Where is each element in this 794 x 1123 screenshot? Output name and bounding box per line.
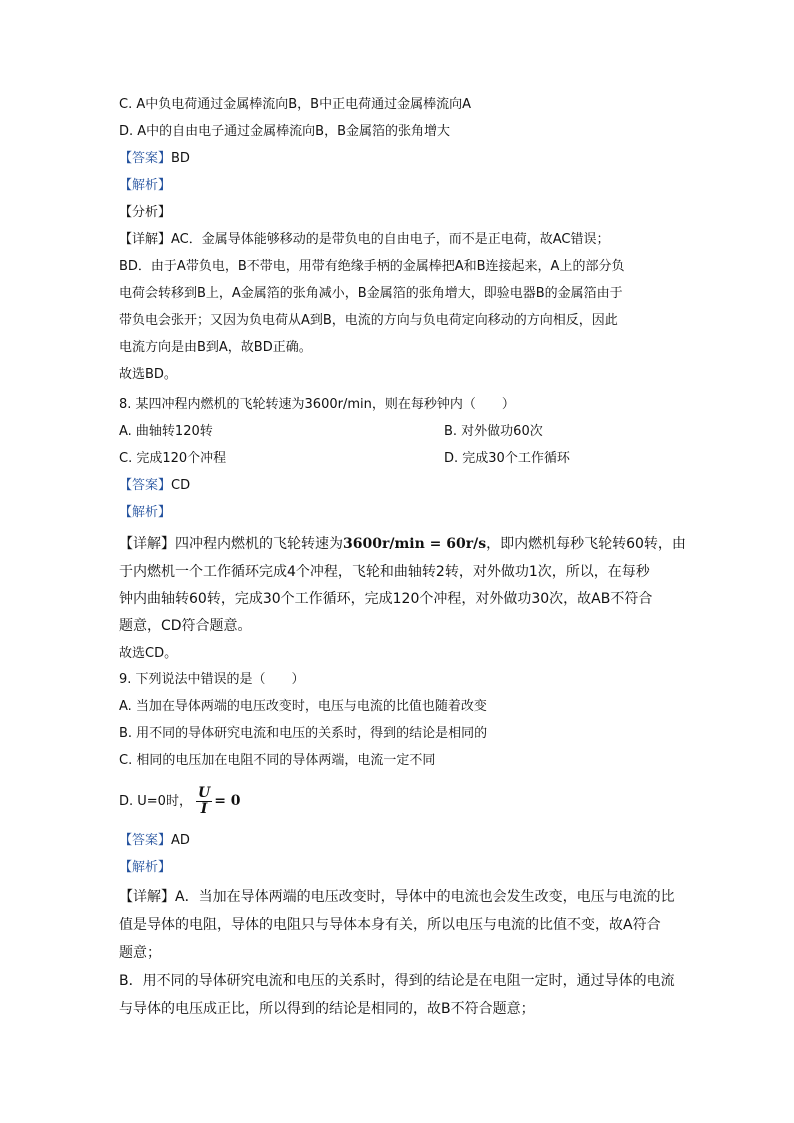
answer-text: BD bbox=[171, 151, 190, 166]
detail-body-line: 带负电会张开；又因为负电荷从A到B，电流的方向与负电荷定向移动的方向相反，因此 bbox=[119, 313, 618, 328]
detail-text: ，即内燃机每秒飞轮转60转，由 bbox=[486, 536, 686, 552]
analysis-tag: 【解析】 bbox=[119, 860, 172, 875]
analysis-tag-9 bbox=[119, 859, 171, 877]
detail-body-line: 于内燃机一个工作循环完成4个冲程，飞轮和曲轴转2转，对外做功1次，所以，在每秒 bbox=[119, 564, 650, 580]
analysis-tag: 【解析】 bbox=[119, 505, 172, 520]
option-a: A. 曲轴转120转 bbox=[119, 424, 213, 439]
option-b: B. 对外做功60次 bbox=[444, 424, 543, 439]
detail-body-line: 与导体的电压成正比，所以得到的结论是相同的，故B不符合题意； bbox=[119, 1001, 535, 1017]
detail-text: A．当加在导体两端的电压改变时，导体中的电流也会发生改变，电压与电流的比 bbox=[175, 889, 675, 905]
detail-body-line: 值是导体的电阻，导体的电阻只与导体本身有关，所以电压与电流的比值不变，故A符合 bbox=[119, 917, 661, 933]
detail-line-7 bbox=[119, 231, 610, 249]
answer-text: AD bbox=[171, 833, 190, 848]
option-c-9: C. 相同的电压加在电阻不同的导体两端，电流一定不同 bbox=[119, 753, 436, 768]
detail-body-line: 题意，CD符合题意。 bbox=[119, 618, 252, 634]
ratio-formula bbox=[196, 786, 212, 817]
fraction-numerator: U bbox=[197, 785, 211, 801]
answer-line-7 bbox=[119, 150, 190, 168]
fenxi-tag-7 bbox=[119, 204, 171, 222]
analysis-tag-8 bbox=[119, 504, 171, 522]
detail-text: AC．金属导体能够移动的是带负电的自由电子，而不是正电荷，故AC错误； bbox=[171, 232, 610, 247]
detail-body-line: 题意； bbox=[119, 945, 161, 961]
detail-text: 四冲程内燃机的飞轮转速为 bbox=[175, 536, 343, 552]
fenxi-tag: 【分析】 bbox=[119, 205, 172, 220]
option-c-prev: C. A中负电荷通过金属棒流向B，B中正电荷通过金属棒流向A bbox=[119, 97, 471, 112]
option-a-9: A. 当加在导体两端的电压改变时，电压与电流的比值也随着改变 bbox=[119, 699, 487, 714]
question-9: 9. 下列说法中错误的是（ ） bbox=[119, 672, 305, 687]
analysis-tag-7 bbox=[119, 177, 171, 195]
option-d: D. 完成30个工作循环 bbox=[444, 451, 570, 466]
detail-tag: 【详解】 bbox=[119, 232, 172, 247]
detail-body-line: 电流方向是由B到A，故BD正确。 bbox=[119, 340, 312, 355]
detail-body-line: B．用不同的导体研究电流和电压的关系时，得到的结论是在电阻一定时，通过导体的电流 bbox=[119, 973, 675, 989]
answer-line-8 bbox=[119, 477, 190, 495]
options-row-1 bbox=[119, 423, 679, 441]
fraction-denominator: I bbox=[200, 801, 208, 817]
conclusion-line-7: 故选BD。 bbox=[119, 367, 177, 382]
answer-line-9 bbox=[119, 832, 190, 850]
answer-tag: 【答案】 bbox=[119, 478, 172, 493]
option-d-text: D. U=0时， bbox=[119, 794, 192, 809]
detail-body-line: 电荷会转移到B上，A金属箔的张角减小，B金属箔的张角增大，即验电器B的金属箔由于 bbox=[119, 286, 623, 301]
detail-body-line: 钟内曲轴转60转，完成30个工作循环，完成120个冲程，对外做功30次，故AB不符合 bbox=[119, 591, 653, 607]
option-b-9: B. 用不同的导体研究电流和电压的关系时，得到的结论是相同的 bbox=[119, 726, 488, 741]
option-d-prev: D. A中的自由电子通过金属棒流向B，B金属箔的张角增大 bbox=[119, 124, 451, 139]
option-c: C. 完成120个冲程 bbox=[119, 451, 227, 466]
options-row-2 bbox=[119, 450, 679, 468]
analysis-tag: 【解析】 bbox=[119, 178, 172, 193]
detail-line-9 bbox=[119, 888, 675, 906]
detail-line-8 bbox=[119, 535, 686, 553]
speed-formula: 3600r/min = 60r/s bbox=[343, 536, 487, 552]
detail-body-line: BD．由于A带负电，B不带电，用带有绝缘手柄的金属棒把A和B连接起来，A上的部分负 bbox=[119, 259, 625, 274]
answer-tag: 【答案】 bbox=[119, 833, 172, 848]
detail-tag: 【详解】 bbox=[119, 536, 175, 552]
answer-text: CD bbox=[171, 478, 191, 493]
detail-tag: 【详解】 bbox=[119, 889, 175, 905]
conclusion-line-8: 故选CD。 bbox=[119, 646, 178, 661]
question-8: 8. 某四冲程内燃机的飞轮转速为3600r/min，则在每秒钟内（ ） bbox=[119, 397, 515, 412]
option-d-9 bbox=[119, 786, 241, 817]
answer-tag: 【答案】 bbox=[119, 151, 172, 166]
equals-zero: = 0 bbox=[214, 793, 241, 809]
